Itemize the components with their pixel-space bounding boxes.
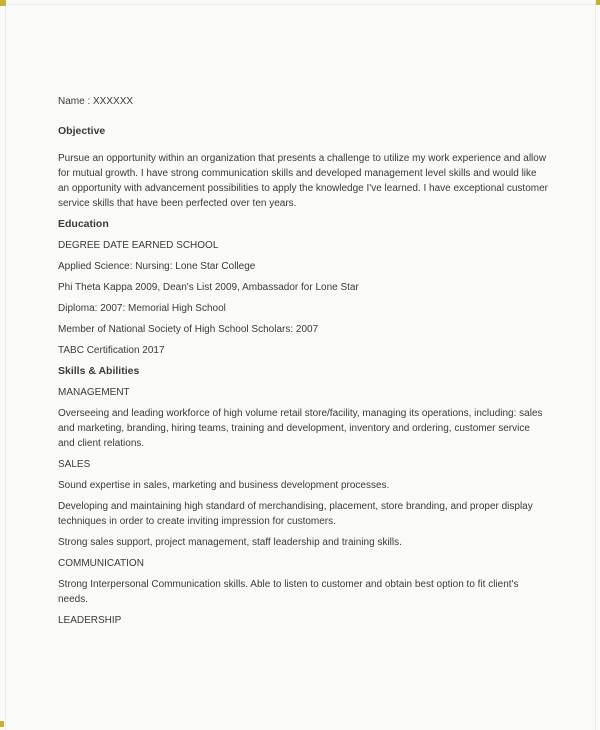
- education-line: Applied Science: Nursing: Lone Star College: [58, 261, 256, 272]
- page-frame-line-top: [0, 4, 600, 5]
- resume-document: [58, 94, 548, 634]
- objective-heading: Objective: [58, 125, 106, 137]
- skill-label-sales: SALES: [58, 459, 91, 470]
- skill-label-communication: COMMUNICATION: [58, 558, 144, 569]
- sales-paragraph-3: Strong sales support, project management, staff leadership and training skills.: [58, 537, 402, 548]
- name-line: Name : XXXXXX: [58, 96, 134, 107]
- management-paragraph: Overseeing and leading workforce of high volume retail store/facility, managing its operations, including: sales and marketing, branding, hiring teams, training and development, inventory and ordering, customer service and client relations.: [58, 408, 543, 449]
- skill-label-management: MANAGEMENT: [58, 387, 130, 398]
- page-frame-line-left: [5, 0, 6, 730]
- education-line: Diploma: 2007: Memorial High School: [58, 303, 226, 314]
- gold-corner-accent-top-left: [0, 0, 6, 6]
- skills-heading: Skills & Abilities: [58, 365, 140, 377]
- education-line: TABC Certification 2017: [58, 345, 165, 356]
- gold-corner-accent-bottom-left: [0, 721, 4, 727]
- page-frame-line-right: [595, 0, 596, 730]
- communication-paragraph: Strong Interpersonal Communication skills. Able to listen to customer and obtain best option to fit client's needs.: [58, 579, 519, 605]
- objective-paragraph: Pursue an opportunity within an organization that presents a challenge to utilize my work experience and allow for mutual growth. I have strong communication skills and developed management level skills and would like an opportunity with advancement possibilities to apply the knowledge I've learned. I have exceptional customer service skills that have been perfected over ten years.: [58, 153, 548, 209]
- education-line: Phi Theta Kappa 2009, Dean's List 2009, Ambassador for Lone Star: [58, 282, 359, 293]
- education-line: Member of National Society of High School Scholars: 2007: [58, 324, 319, 335]
- sales-paragraph-2: Developing and maintaining high standard of merchandising, placement, store branding, and proper display techniques in order to create inviting impression for customers.: [58, 501, 533, 527]
- education-line: DEGREE DATE EARNED SCHOOL: [58, 240, 219, 251]
- skill-label-leadership: LEADERSHIP: [58, 615, 122, 626]
- sales-paragraph-1: Sound expertise in sales, marketing and business development processes.: [58, 480, 390, 491]
- gold-corner-accent-top-right: [596, 0, 600, 5]
- education-heading: Education: [58, 218, 109, 230]
